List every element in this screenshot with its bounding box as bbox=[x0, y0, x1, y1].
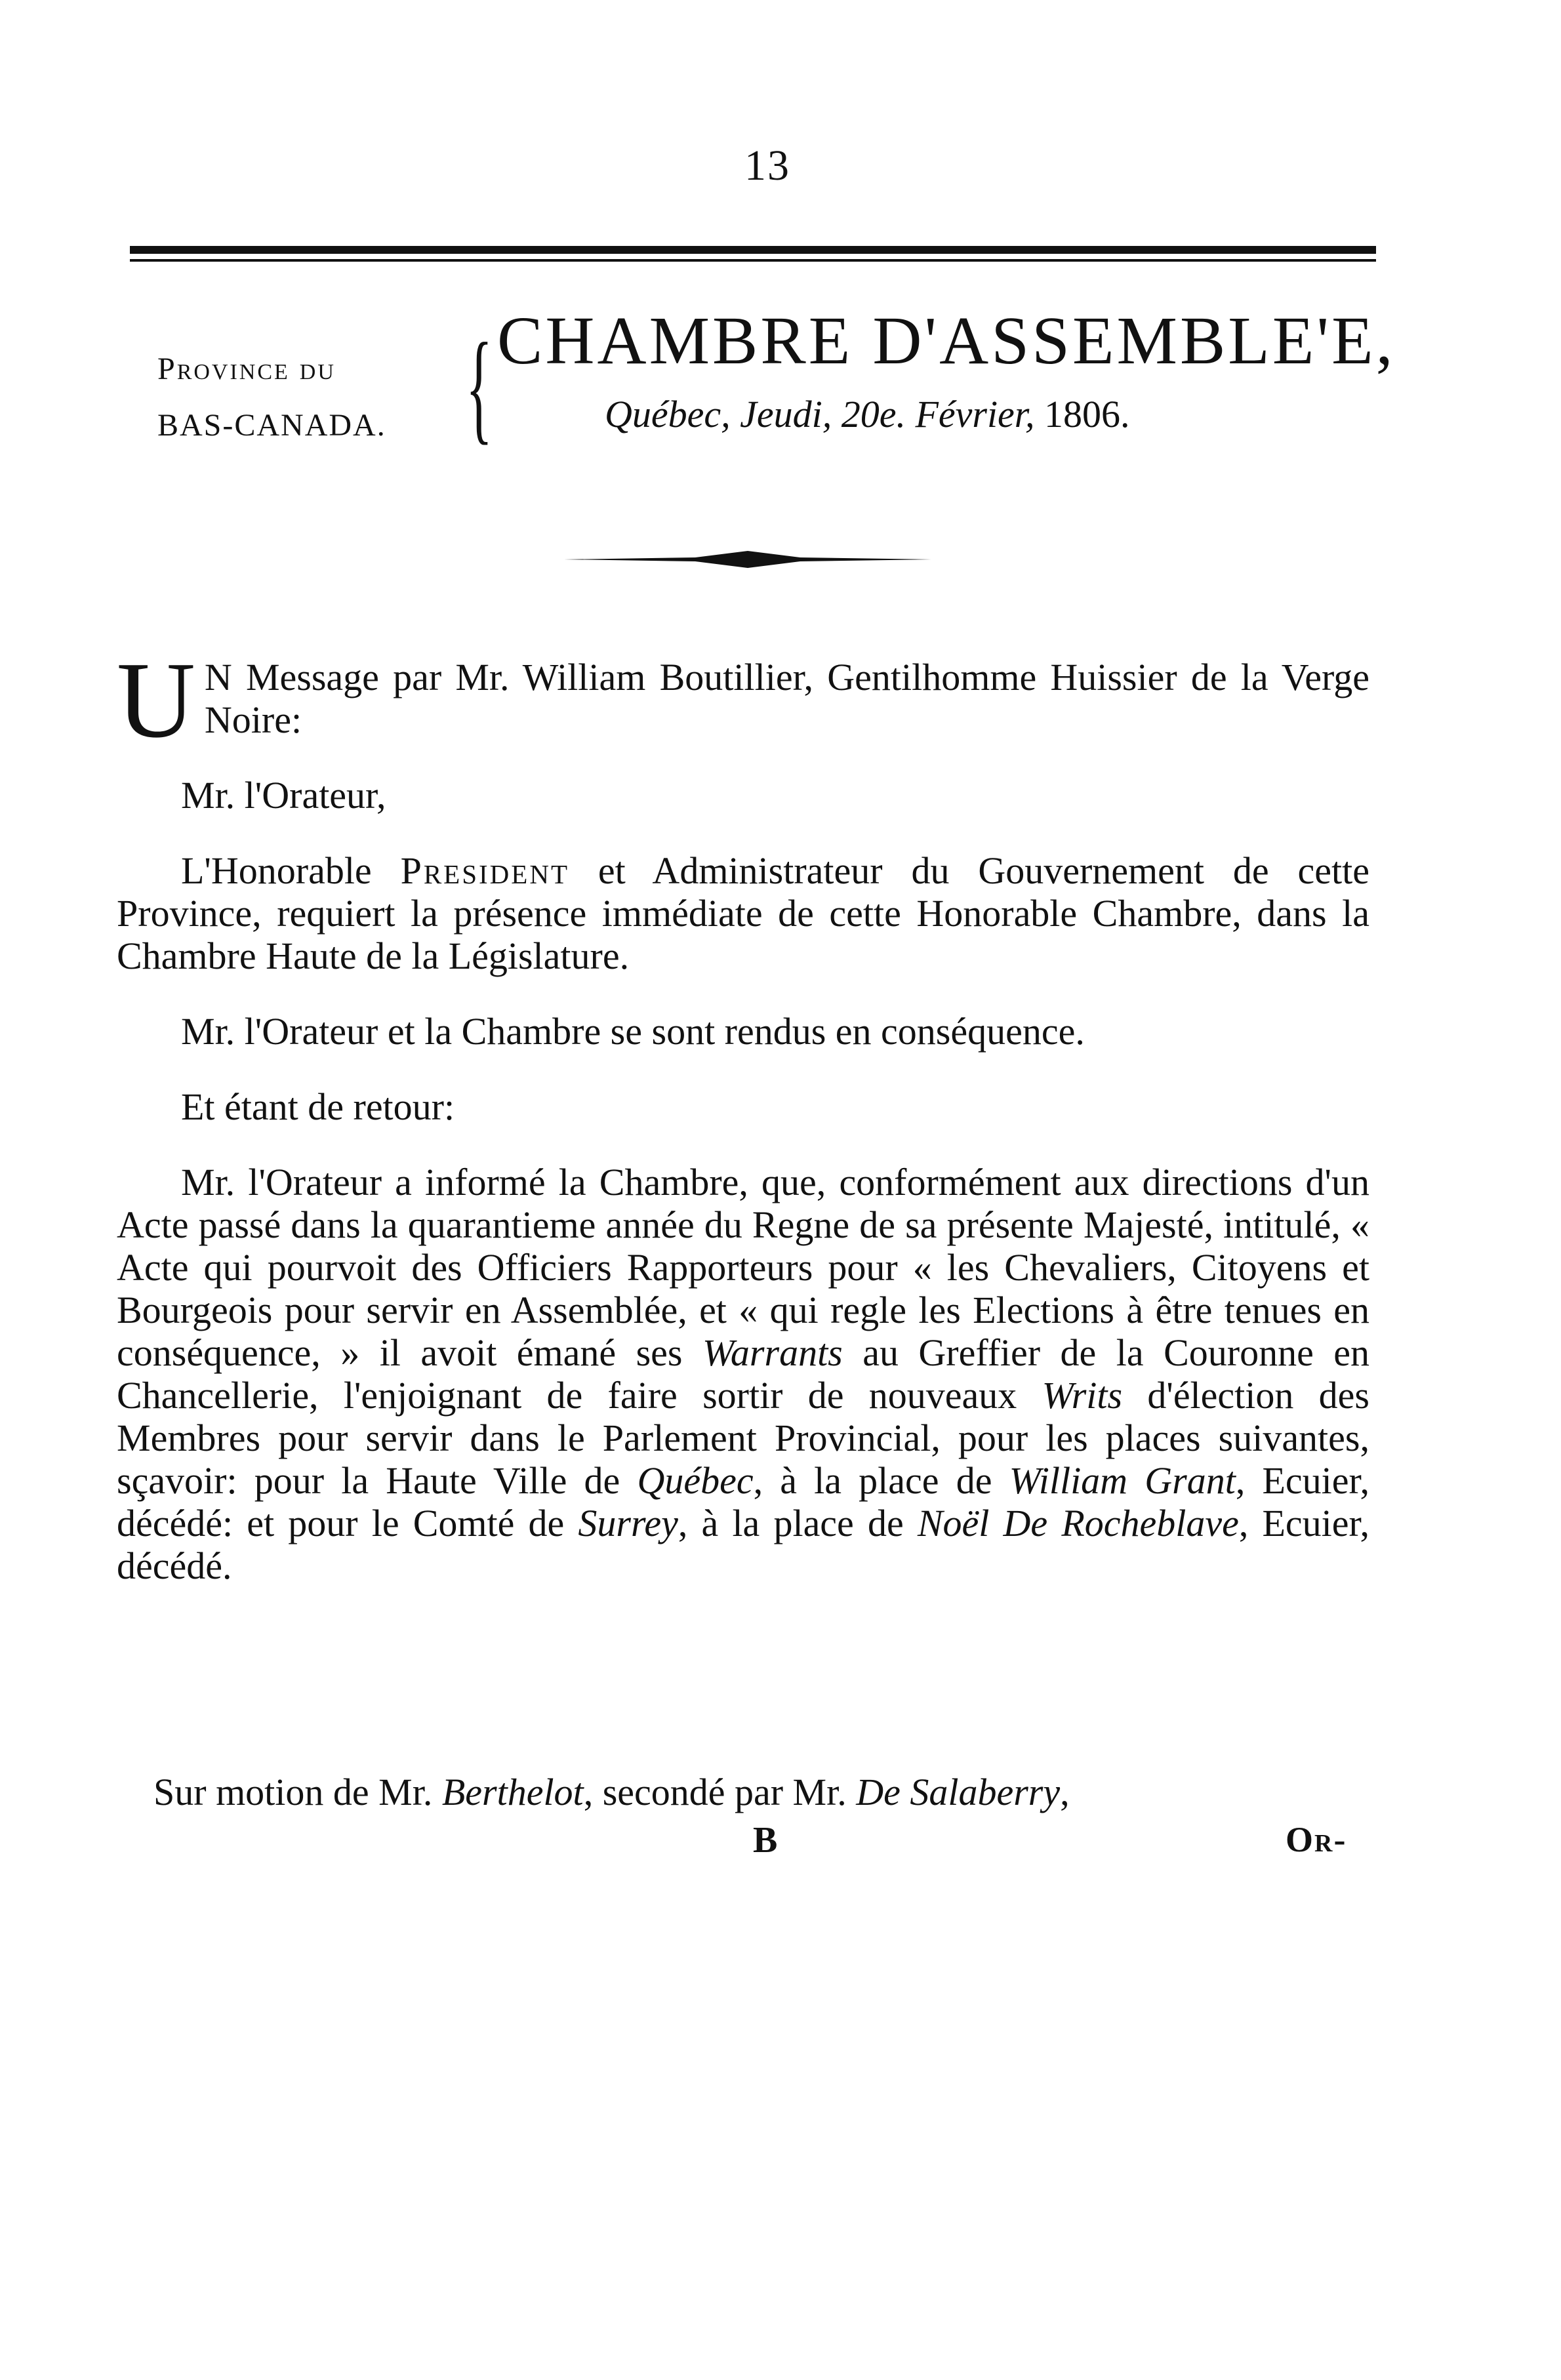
ornament-rule bbox=[564, 550, 931, 569]
report-quebec: Québec bbox=[637, 1459, 754, 1502]
report-rocheblave: Noël De Rocheblave bbox=[917, 1502, 1239, 1544]
message-text: N Message par Mr. William Boutillier, Gentilhomme Huissier de la Verge Noire: bbox=[204, 656, 1369, 741]
report-text-5: , Ecuier, décédé: et pour le Comté de bbox=[117, 1459, 1370, 1544]
report-text-6: , à la place de bbox=[678, 1502, 918, 1544]
report-warrants: Warrants bbox=[702, 1331, 843, 1374]
report-paragraph bbox=[117, 1161, 1369, 1587]
catchword: Or- bbox=[1286, 1820, 1347, 1859]
salutation: Mr. l'Orateur, bbox=[181, 774, 386, 817]
message-body-rest: et Administrateur du Gouvernement de cette Province, requiert la présence immédiate de cette Honorable Chambre, dans la Chambre Haute de la Législature. bbox=[117, 849, 1369, 977]
spacer bbox=[117, 741, 1369, 774]
motion-mid: , secondé par Mr. bbox=[583, 1771, 857, 1813]
drop-cap: U bbox=[117, 639, 195, 760]
report-surrey: Surrey bbox=[578, 1502, 678, 1544]
report-writs: Writs bbox=[1042, 1374, 1123, 1417]
message-body bbox=[117, 849, 1369, 977]
spacer bbox=[117, 977, 1369, 1010]
province-line1: Province du bbox=[157, 352, 336, 386]
header-block bbox=[0, 289, 1561, 459]
motion-berthelot: Berthelot bbox=[441, 1771, 584, 1813]
motion-salaberry: De Salaberry bbox=[856, 1771, 1061, 1813]
spacer bbox=[117, 1053, 1369, 1085]
page-number: 13 bbox=[744, 142, 790, 190]
brace-glyph: { bbox=[466, 318, 493, 456]
report-text-2: au Greffier de la Couronne en Chancellerie, l'enjoignant de faire sortir de nouveaux bbox=[117, 1331, 1370, 1417]
return-paragraph: Et étant de retour: bbox=[181, 1085, 455, 1128]
motion-start: Sur motion de Mr. bbox=[153, 1771, 442, 1813]
assembly-title: CHAMBRE D'ASSEMBLE'E, bbox=[497, 303, 1396, 378]
dateline-year: 1806. bbox=[1044, 393, 1130, 435]
message-body-start: L'Honorable bbox=[181, 849, 401, 892]
province-line2: BAS-CANADA. bbox=[157, 408, 386, 443]
report-text-1: Mr. l'Orateur a informé la Chambre, que, conformément aux directions d'un Acte passé dans la quarantieme année du Regne de sa présente Majesté, intitulé, « Acte qui pourvoit des Officiers Rapporteurs pour « les Chevaliers, Citoyens et Bourgeois pour servir en Assemblée, et « qui regle les Elections à être tenues en conséquence, » il avoit émané ses bbox=[117, 1161, 1369, 1374]
report-text-7: , Ecuier, décédé. bbox=[117, 1502, 1369, 1587]
body-text bbox=[117, 639, 1370, 1587]
dateline bbox=[605, 392, 1129, 436]
spacer bbox=[117, 1128, 1369, 1161]
report-text-4: , à la place de bbox=[753, 1459, 1009, 1502]
header-rule-thin bbox=[130, 259, 1376, 262]
province-block bbox=[157, 341, 485, 454]
dateline-text: Québec, Jeudi, 20e. Février, bbox=[605, 393, 1035, 435]
header-rule-thick bbox=[130, 246, 1376, 254]
motion-line bbox=[117, 1771, 1369, 1813]
header-rule bbox=[130, 246, 1376, 264]
motion-end: , bbox=[1060, 1771, 1070, 1813]
signature-mark: B bbox=[753, 1820, 778, 1861]
went-paragraph: Mr. l'Orateur et la Chambre se sont rendus en conséquence. bbox=[181, 1010, 1085, 1053]
report-grant: William Grant bbox=[1009, 1459, 1236, 1502]
spacer bbox=[117, 817, 1369, 849]
report-text-3: d'élection des Membres pour servir dans le Parlement Provincial, pour les places suivantes, sçavoir: pour la Haute Ville de bbox=[117, 1374, 1369, 1502]
message-paragraph bbox=[117, 639, 1369, 760]
president-word: President bbox=[400, 849, 569, 892]
